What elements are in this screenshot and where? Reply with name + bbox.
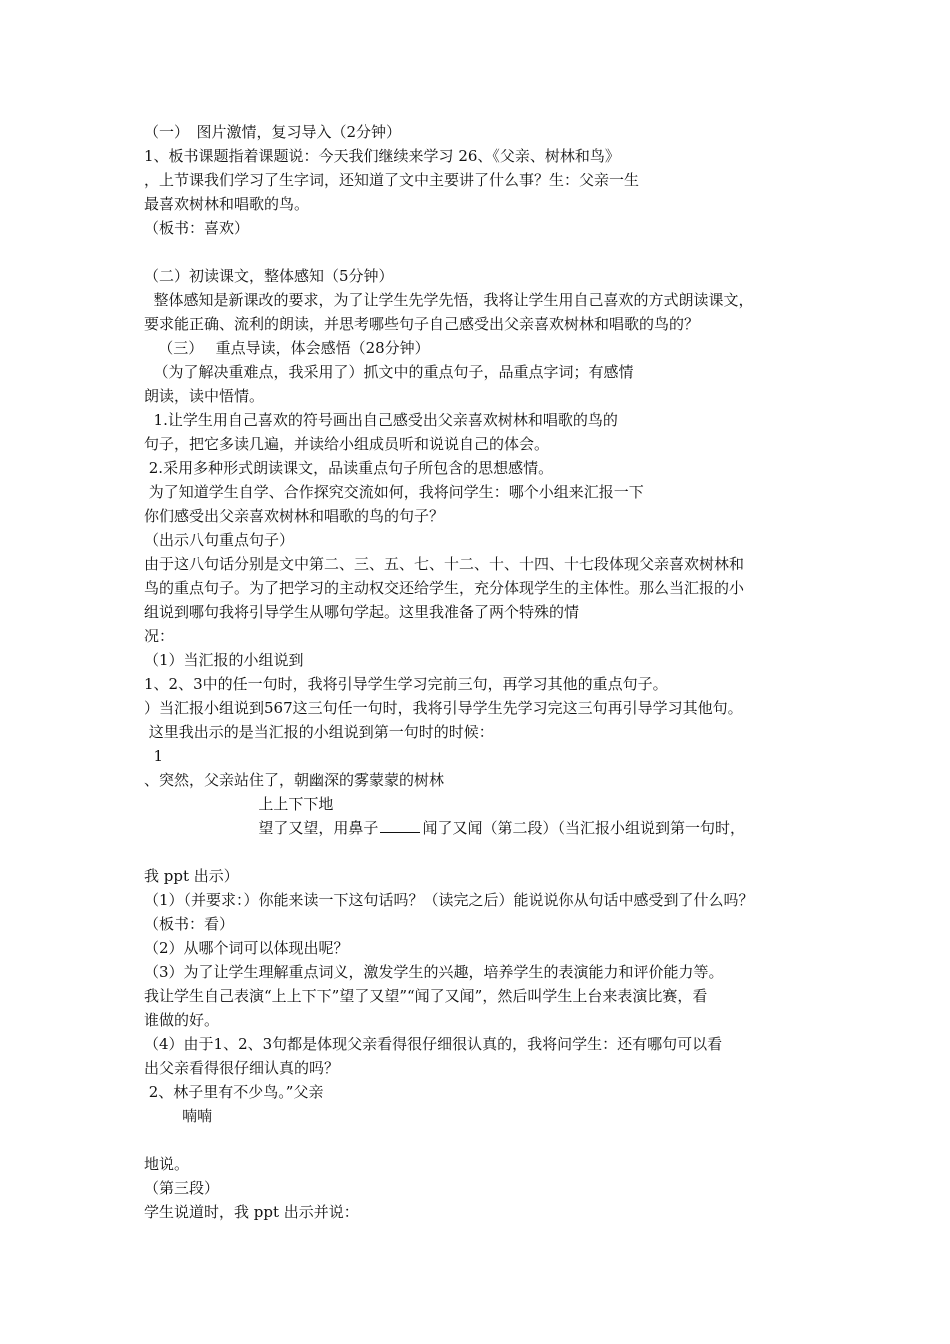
paragraph-line: ，上节课我们学习了生字词，还知道了文中主要讲了什么事？生：父亲一生 [144,171,640,189]
blank-line [144,240,816,264]
paragraph-line: 、突然，父亲站住了，朝幽深的雾蒙蒙的树林 [144,771,445,789]
paragraph-line: 由于这八句话分别是文中第二、三、五、七、十二、十、十四、十七段体现父亲喜欢树林和 [144,555,745,573]
paragraph-line: （第三段） [144,1179,220,1197]
fill-prefix: 望了又望，用鼻子 [144,819,379,837]
paragraph-line: 我让学生自己表演“上上下下”望了又望”“闻了又闻”，然后叫学生上台来表演比赛，看 [144,987,708,1005]
paragraph-line: 2、林子里有不少鸟。”父亲 [144,1083,324,1101]
paragraph-line: （为了解决重难点，我采用了）抓文中的重点句子，品重点字词；有感情 [144,363,634,381]
paragraph-line: 1、板书课题指着课题说：今天我们继续来学习 26、《父亲、树林和鸟》 [144,147,620,165]
paragraph-line: 我 ppt 出示） [144,867,239,885]
paragraph-line: 鸟的重点句子。为了把学习的主动权交还给学生，充分体现学生的主体性。那么当汇报的小 [144,579,745,597]
paragraph-line: （4）由于1、2、3句都是体现父亲看得很仔细很认真的，我将问学生：还有哪句可以看 [144,1035,723,1053]
paragraph-line: 喃喃 [144,1107,213,1125]
paragraph-line: （出示八句重点句子） [144,531,295,549]
paragraph-line: 为了知道学生自学、合作探究交流如何，我将问学生：哪个小组来汇报一下 [144,483,644,501]
paragraph-line: 学生说道时，我 ppt 出示并说： [144,1203,359,1221]
paragraph-line: 1 [144,747,164,765]
section-heading-2: （二）初读课文，整体感知（5分钟） [144,267,394,285]
paragraph-line: （1）当汇报的小组说到 [144,651,304,669]
blank-line [144,1128,816,1152]
paragraph-line: 上上下下地 [144,795,334,813]
paragraph-line: 地说。 [144,1155,190,1173]
fill-blank [380,818,420,833]
paragraph-line: 况： [144,627,175,645]
paragraph-line: （2）从哪个词可以体现出呢？ [144,939,349,957]
blank-fill-line [144,816,816,840]
section-heading-1: （一） 图片激情，复习导入（2分钟） [144,123,402,141]
paragraph-line: ）当汇报小组说到567这三句任一句时，我将引导学生先学习完这三句再引导学习其他句。 [144,699,743,717]
fill-suffix: 闻了又闻（第二段）（当汇报小组说到第一句时， [422,819,745,837]
document-page [144,120,816,1224]
paragraph-line: （板书：喜欢） [144,219,250,237]
paragraph-line: 1.让学生用自己喜欢的符号画出自己感受出父亲喜欢树林和唱歌的鸟的 [144,411,618,429]
paragraph-line: 谁做的好。 [144,1011,220,1029]
paragraph-line: 句子，把它多读几遍，并读给小组成员听和说说自己的体会。 [144,435,550,453]
paragraph-line: 出父亲看得很仔细认真的吗？ [144,1059,340,1077]
paragraph-line: （3）为了让学生理解重点词义，激发学生的兴趣，培养学生的表演能力和评价能力等。 [144,963,724,981]
paragraph-line: 1、2、3中的任一句时，我将引导学生学习完前三句，再学习其他的重点句子。 [144,675,668,693]
paragraph-line: （板书：看） [144,915,235,933]
section-heading-3: （三） 重点导读，体会感悟（28分钟） [144,339,430,357]
paragraph-line: 最喜欢树林和唱歌的鸟。 [144,195,310,213]
paragraph-line: （1）（并要求：）你能来读一下这句话吗？（读完之后）能说说你从句话中感受到了什么吗？ [144,891,754,909]
paragraph-line: 2.采用多种形式朗读课文，品读重点句子所包含的思想感情。 [144,459,554,477]
paragraph-line: 整体感知是新课改的要求，为了让学生先学先悟，我将让学生用自己喜欢的方式朗读课文， [144,291,754,309]
paragraph-line: 组说到哪句我将引导学生从哪句学起。这里我准备了两个特殊的情 [144,603,580,621]
paragraph-line: 你们感受出父亲喜欢树林和唱歌的鸟的句子？ [144,507,445,525]
paragraph-line: 这里我出示的是当汇报的小组说到第一句时的时候： [144,723,494,741]
blank-line [144,840,816,864]
paragraph-line: 要求能正确、流利的朗读，并思考哪些句子自己感受出父亲喜欢树林和唱歌的鸟的？ [144,315,700,333]
paragraph-line: 朗读，读中悟情。 [144,387,265,405]
